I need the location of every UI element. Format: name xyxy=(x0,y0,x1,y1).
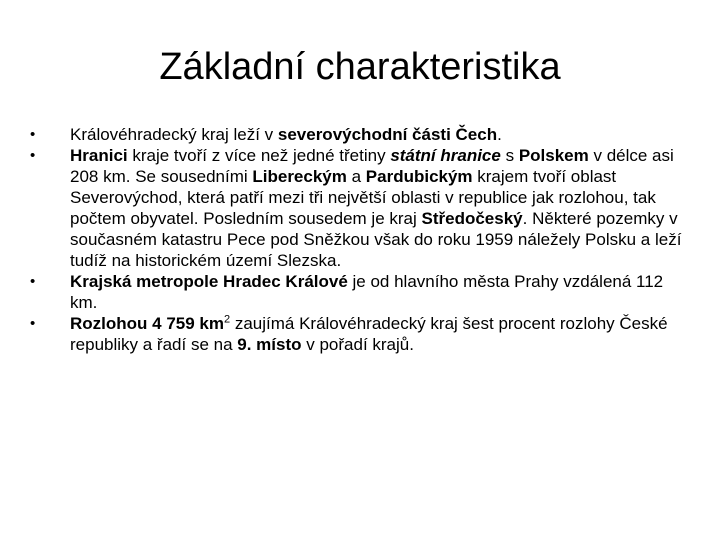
bullet-text-segment: kraje tvoří z více než jedné třetiny xyxy=(127,146,391,165)
slide-title: Základní charakteristika xyxy=(159,46,561,88)
bullet-text-segment: Středočeský xyxy=(421,209,523,228)
bullet-item xyxy=(30,313,690,355)
bullet-text-segment: Rozlohou 4 759 km xyxy=(70,314,224,333)
bullet-text-segment: Pardubickým xyxy=(365,167,473,186)
bullet-text-segment: . xyxy=(497,125,502,144)
bullet-text-segment: 9. místo xyxy=(237,335,302,354)
bullet-text-segment: severovýchodní části Čech xyxy=(277,125,498,144)
bullet-text-segment: v pořadí krajů. xyxy=(301,335,414,354)
bullet-text-segment: státní hranice xyxy=(390,146,501,165)
bullet-text-segment: Krajská metropole Hradec Králové xyxy=(70,272,348,291)
bullet-text-segment: Hranici xyxy=(70,146,128,165)
bullet-text-segment: Libereckým xyxy=(252,167,347,186)
bullet-text-segment: krajem tvoří oblast Severovýchod, která patří mezi tři největší oblasti v republice jak rozlohou, tak počtem obyvatel. Posledním sousedem je kraj xyxy=(70,167,656,228)
bullet-text-segment: Královéhradecký kraj leží v xyxy=(70,125,278,144)
bullet-text-segment: . Některé pozemky v současném katastru Pece pod Sněžkou však do roku 1959 náležely Polsku a leží tudíž na historickém území Slezska. xyxy=(70,209,682,270)
bullet-item xyxy=(30,124,690,145)
bullet-text-segment: a xyxy=(346,167,366,186)
bullet-list xyxy=(30,124,690,355)
bullet-item xyxy=(30,271,690,313)
bullet-item xyxy=(30,145,690,271)
bullet-text-segment: s xyxy=(500,146,519,165)
bullet-text-segment: Polskem xyxy=(518,146,589,165)
bullet-text-segment: je od hlavního města Prahy vzdálená 112 km. xyxy=(70,272,664,312)
bullet-text-segment: 2 xyxy=(223,313,231,326)
bullet-text-segment: v délce asi 208 km. Se sousedními xyxy=(70,146,674,186)
bullet-text-segment: zaujímá Královéhradecký kraj šest procent rozlohy České republiky a řadí se na xyxy=(70,314,668,354)
